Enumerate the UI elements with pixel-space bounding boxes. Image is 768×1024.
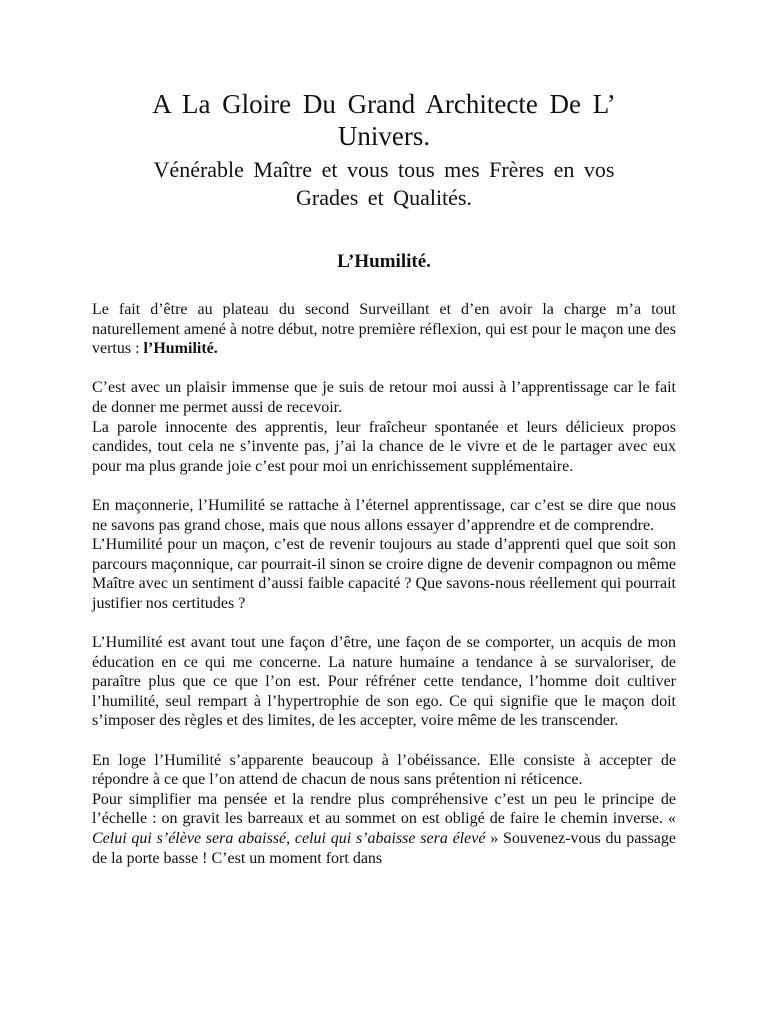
document-body	[92, 300, 676, 868]
paragraph-8-quote: Celui qui s’élève sera abaissé, celui qui s’abaisse sera élevé	[92, 830, 486, 848]
paragraph-2: C’est avec un plaisir immense que je suis de retour moi aussi à l’apprentissage car le fait de donner me permet aussi de recevoir.	[92, 379, 676, 416]
dedication-title	[84, 88, 684, 152]
document-header	[84, 88, 684, 212]
salutation-line-2: Grades et Qualités.	[296, 185, 472, 210]
salutation-subtitle	[84, 156, 684, 212]
dedication-title-line-1: A La Gloire Du Grand Architecte De L’	[152, 89, 616, 119]
paragraph-4: En maçonnerie, l’Humilité se rattache à l’éternel apprentissage, car c’est se dire que nous ne savons pas grand chose, mais que nous allons essayer d’apprendre et de comprendre.	[92, 496, 676, 534]
paragraph-8-text-end: » Souvenez-vous du passage de la porte basse ! C’est un moment fort dans	[92, 830, 677, 867]
dedication-title-line-2: Univers.	[337, 121, 431, 151]
paragraph-5: L’Humilité pour un maçon, c’est de revenir toujours au stade d’apprenti quel que soit son parcours maçonnique, car pourrait-il sinon se croire digne de devenir compagnon ou même Maître avec un sentiment d’aussi faible capacité ? Que savons-nous réellement qui pourrait justifier nos certitudes ?	[92, 536, 676, 612]
paragraph-3: La parole innocente des apprentis, leur fraîcheur spontanée et leurs délicieux propos candides, tout cela ne s’invente pas, j’ai la chance de le vivre et de le partager avec eux pour ma plus grande joie c’est pour moi un enrichissement supplémentaire.	[92, 418, 676, 475]
paragraph-8	[92, 790, 676, 868]
paragraph-1-emphasis: l’Humilité.	[143, 340, 218, 358]
paragraph-6: L’Humilité est avant tout une façon d’être, une façon de se comporter, un acquis de mon éducation en ce qui me concerne. La nature humaine a tendance à se survaloriser, de paraître plus que ce que l’on est. Pour réfréner cette tendance, l’homme doit cultiver l’humilité, seul rempart à l’hypertrophie de son ego. Ce qui signifie que le maçon doit s’imposer des règles et des limites, de les accepter, voire même de les transcender.	[92, 634, 676, 730]
salutation-line-1: Vénérable Maître et vous tous mes Frères en vos	[153, 157, 615, 182]
paragraph-7: En loge l’Humilité s’apparente beaucoup à l’obéissance. Elle consiste à accepter de répondre à ce que l’on attend de chacun de nous sans prétention ni réticence.	[92, 751, 676, 789]
paragraph-1	[92, 300, 676, 359]
paragraph-1-text: Le fait d’être au plateau du second Surveillant et d’en avoir la charge m’a tout naturellement amené à notre début, notre première réflexion, qui est pour le maçon une des vertus :	[92, 301, 676, 358]
paragraph-8-text-start: Pour simplifier ma pensée et la rendre plus compréhensive c’est un peu le principe de l’échelle : on gravit les barreaux et au sommet on est obligé de faire le chemin inverse. «	[92, 790, 676, 828]
section-heading: L’Humilité.	[337, 251, 431, 272]
